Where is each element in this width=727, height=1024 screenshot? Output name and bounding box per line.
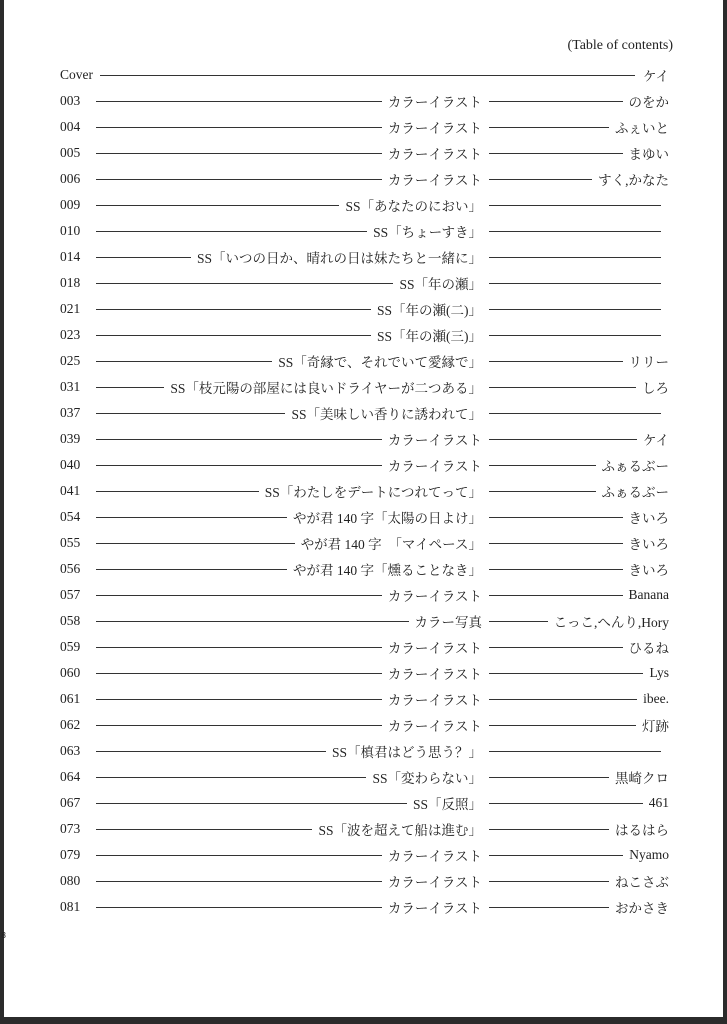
page-number: 8 bbox=[1, 931, 7, 940]
entry-title: SS「いつの日か、晴れの日は妹たちと一緒に」 bbox=[196, 251, 482, 266]
entry-author: きいろ bbox=[628, 537, 669, 552]
entry-title: SS「年の瀬(二)」 bbox=[376, 303, 482, 318]
entry-page: 014 bbox=[60, 249, 81, 264]
toc-entry bbox=[60, 374, 669, 400]
leader-line bbox=[96, 101, 382, 102]
entry-page: 058 bbox=[60, 613, 81, 628]
entry-title: カラーイラスト bbox=[387, 667, 482, 682]
entry-title: カラー写真 bbox=[414, 615, 482, 630]
leader-line bbox=[489, 283, 661, 284]
entry-title: やが君 140 字 「マイペース」 bbox=[300, 537, 482, 552]
toc-entry bbox=[60, 634, 669, 660]
entry-title: SS「奇縁で、それでいて愛縁で」 bbox=[278, 355, 482, 370]
leader-line bbox=[96, 439, 382, 440]
leader-line bbox=[96, 699, 382, 700]
leader-line bbox=[489, 309, 661, 310]
entry-page: 023 bbox=[60, 327, 81, 342]
entry-page: 067 bbox=[60, 795, 81, 810]
leader-line bbox=[96, 673, 382, 674]
entry-author: はるはら bbox=[615, 823, 669, 838]
leader-line bbox=[96, 595, 382, 596]
entry-title: SS「枝元陽の部屋には良いドライヤーが二つある」 bbox=[170, 381, 482, 396]
entry-page: 064 bbox=[60, 769, 81, 784]
entry-title: カラーイラスト bbox=[387, 589, 482, 604]
entry-page: 056 bbox=[60, 561, 81, 576]
entry-author: まゆい bbox=[628, 147, 669, 162]
entry-author: ふぁるぶー bbox=[601, 459, 669, 474]
leader-line bbox=[489, 361, 623, 362]
leader-line bbox=[489, 179, 592, 180]
entry-author: おかさき bbox=[615, 901, 669, 916]
leader-line bbox=[489, 907, 609, 908]
leader-line bbox=[489, 231, 661, 232]
entry-page: Cover bbox=[60, 67, 93, 82]
entry-author: Lys bbox=[649, 665, 669, 680]
toc-entry bbox=[60, 504, 669, 530]
toc-entry bbox=[60, 322, 669, 348]
leader-line bbox=[96, 543, 295, 544]
leader-line bbox=[96, 309, 371, 310]
toc-heading: (Table of contents) bbox=[567, 38, 673, 53]
entry-title: SS「わたしをデートにつれてって」 bbox=[264, 485, 482, 500]
leader-line bbox=[489, 491, 596, 492]
entry-author: 黒崎クロ bbox=[615, 771, 669, 786]
entry-page: 060 bbox=[60, 665, 81, 680]
entry-title: カラーイラスト bbox=[387, 121, 482, 136]
entry-title: やが君 140 字「燻ることなき」 bbox=[293, 563, 482, 578]
entry-title: SS「反照」 bbox=[412, 797, 482, 812]
entry-title: カラーイラスト bbox=[387, 95, 482, 110]
toc-entry bbox=[60, 608, 669, 634]
entry-page: 004 bbox=[60, 119, 81, 134]
leader-line bbox=[489, 439, 637, 440]
toc-entry bbox=[60, 894, 669, 920]
entry-page: 040 bbox=[60, 457, 81, 472]
leader-line bbox=[96, 725, 382, 726]
toc-entry bbox=[60, 868, 669, 894]
entry-author: Nyamo bbox=[629, 847, 669, 862]
entry-author: ケイ bbox=[642, 433, 669, 448]
entry-page: 010 bbox=[60, 223, 81, 238]
leader-line bbox=[96, 179, 382, 180]
leader-line bbox=[96, 387, 164, 388]
entry-page: 031 bbox=[60, 379, 81, 394]
entry-author: ケイ bbox=[642, 69, 669, 84]
entry-title: カラーイラスト bbox=[387, 719, 482, 734]
leader-line bbox=[489, 413, 661, 414]
entry-title: SS「年の瀬」 bbox=[399, 277, 482, 292]
entry-author: きいろ bbox=[628, 563, 669, 578]
entry-author: ひるね bbox=[628, 641, 669, 656]
toc-entry bbox=[60, 192, 669, 218]
entry-page: 055 bbox=[60, 535, 81, 550]
entry-author: 灯跡 bbox=[642, 719, 669, 734]
leader-line bbox=[489, 387, 636, 388]
leader-line bbox=[489, 855, 623, 856]
entry-page: 018 bbox=[60, 275, 81, 290]
leader-line bbox=[96, 777, 366, 778]
leader-line bbox=[489, 335, 661, 336]
entry-page: 021 bbox=[60, 301, 81, 316]
leader-line bbox=[96, 621, 409, 622]
leader-line bbox=[96, 881, 382, 882]
entry-page: 054 bbox=[60, 509, 81, 524]
leader-line bbox=[96, 413, 285, 414]
leader-line bbox=[489, 881, 609, 882]
leader-line bbox=[96, 205, 339, 206]
entry-title: カラーイラスト bbox=[387, 173, 482, 188]
leader-line bbox=[489, 829, 609, 830]
entry-page: 009 bbox=[60, 197, 81, 212]
toc-entry bbox=[60, 764, 669, 790]
entry-author: 461 bbox=[648, 795, 669, 810]
entry-title: カラーイラスト bbox=[387, 459, 482, 474]
leader-line bbox=[100, 75, 635, 76]
toc-entry bbox=[60, 582, 669, 608]
entry-author: のをか bbox=[628, 95, 669, 110]
toc-entry bbox=[60, 166, 669, 192]
entry-page: 025 bbox=[60, 353, 81, 368]
leader-line bbox=[489, 465, 596, 466]
leader-line bbox=[96, 803, 407, 804]
toc-entry bbox=[60, 88, 669, 114]
leader-line bbox=[96, 855, 382, 856]
entry-author: こっこ,へんり,Hory bbox=[553, 615, 669, 630]
toc-entry bbox=[60, 660, 669, 686]
entry-title: カラーイラスト bbox=[387, 901, 482, 916]
entry-author: しろ bbox=[642, 381, 669, 396]
leader-line bbox=[489, 543, 623, 544]
entry-page: 039 bbox=[60, 431, 81, 446]
toc-entry bbox=[60, 530, 669, 556]
entry-page: 059 bbox=[60, 639, 81, 654]
leader-line bbox=[96, 335, 371, 336]
entry-title: やが君 140 字「太陽の日よけ」 bbox=[293, 511, 482, 526]
leader-line bbox=[489, 257, 661, 258]
entry-title: SS「美味しい香りに誘われて」 bbox=[291, 407, 482, 422]
entry-title: カラーイラスト bbox=[387, 693, 482, 708]
table-of-contents bbox=[60, 62, 669, 920]
entry-author: Banana bbox=[628, 587, 669, 602]
leader-line bbox=[96, 907, 382, 908]
toc-entry bbox=[60, 478, 669, 504]
leader-line bbox=[96, 127, 382, 128]
entry-title: SS「変わらない」 bbox=[372, 771, 482, 786]
toc-entry bbox=[60, 270, 669, 296]
leader-line bbox=[489, 569, 623, 570]
entry-title: SS「年の瀬(三)」 bbox=[376, 329, 482, 344]
entry-page: 081 bbox=[60, 899, 81, 914]
leader-line bbox=[96, 231, 367, 232]
entry-page: 003 bbox=[60, 93, 81, 108]
entry-page: 041 bbox=[60, 483, 81, 498]
leader-line bbox=[489, 751, 661, 752]
toc-entry bbox=[60, 816, 669, 842]
entry-author: ねこさぶ bbox=[615, 875, 669, 890]
entry-page: 061 bbox=[60, 691, 81, 706]
entry-author: ふぁるぶー bbox=[601, 485, 669, 500]
entry-author: きいろ bbox=[628, 511, 669, 526]
toc-entry bbox=[60, 712, 669, 738]
entry-page: 037 bbox=[60, 405, 81, 420]
leader-line bbox=[96, 153, 382, 154]
leader-line bbox=[96, 751, 326, 752]
entry-title: カラーイラスト bbox=[387, 147, 482, 162]
entry-title: SS「ちょーすき」 bbox=[373, 225, 482, 240]
entry-author: すく,かなた bbox=[598, 173, 669, 188]
leader-line bbox=[489, 621, 548, 622]
toc-entry bbox=[60, 426, 669, 452]
toc-entry bbox=[60, 218, 669, 244]
leader-line bbox=[489, 153, 623, 154]
entry-author: ふぇいと bbox=[615, 121, 669, 136]
toc-entry bbox=[60, 140, 669, 166]
entry-author: リリー bbox=[628, 355, 669, 370]
entry-author: ibee. bbox=[643, 691, 669, 706]
leader-line bbox=[489, 673, 643, 674]
leader-line bbox=[96, 829, 312, 830]
entry-title: SS「波を超えて船は進む」 bbox=[318, 823, 482, 838]
entry-page: 063 bbox=[60, 743, 81, 758]
entry-page: 057 bbox=[60, 587, 81, 602]
leader-line bbox=[489, 777, 609, 778]
toc-entry bbox=[60, 686, 669, 712]
entry-page: 006 bbox=[60, 171, 81, 186]
toc-entry bbox=[60, 842, 669, 868]
document-page bbox=[4, 0, 723, 1017]
leader-line bbox=[96, 569, 287, 570]
leader-line bbox=[96, 647, 382, 648]
entry-title: カラーイラスト bbox=[387, 641, 482, 656]
leader-line bbox=[489, 803, 643, 804]
toc-entry bbox=[60, 556, 669, 582]
entry-title: SS「あなたのにおい」 bbox=[345, 199, 482, 214]
leader-line bbox=[96, 257, 191, 258]
toc-entry bbox=[60, 400, 669, 426]
leader-line bbox=[489, 517, 623, 518]
toc-entry bbox=[60, 790, 669, 816]
leader-line bbox=[96, 491, 259, 492]
toc-entry bbox=[60, 452, 669, 478]
leader-line bbox=[489, 699, 637, 700]
entry-page: 073 bbox=[60, 821, 81, 836]
leader-line bbox=[489, 725, 636, 726]
leader-line bbox=[489, 205, 661, 206]
leader-line bbox=[489, 595, 623, 596]
toc-entry bbox=[60, 738, 669, 764]
leader-line bbox=[489, 101, 623, 102]
toc-entry bbox=[60, 114, 669, 140]
toc-entry bbox=[60, 348, 669, 374]
leader-line bbox=[489, 127, 609, 128]
entry-page: 005 bbox=[60, 145, 81, 160]
leader-line bbox=[96, 465, 382, 466]
entry-page: 062 bbox=[60, 717, 81, 732]
entry-title: SS「槙君はどう思う？」 bbox=[331, 745, 482, 760]
toc-entry bbox=[60, 244, 669, 270]
entry-title: カラーイラスト bbox=[387, 875, 482, 890]
leader-line bbox=[96, 517, 287, 518]
leader-line bbox=[96, 283, 393, 284]
leader-line bbox=[96, 361, 272, 362]
entry-page: 079 bbox=[60, 847, 81, 862]
entry-title: カラーイラスト bbox=[387, 849, 482, 864]
leader-line bbox=[489, 647, 623, 648]
toc-entry bbox=[60, 296, 669, 322]
entry-title: カラーイラスト bbox=[387, 433, 482, 448]
entry-page: 080 bbox=[60, 873, 81, 888]
toc-entry bbox=[60, 62, 669, 88]
